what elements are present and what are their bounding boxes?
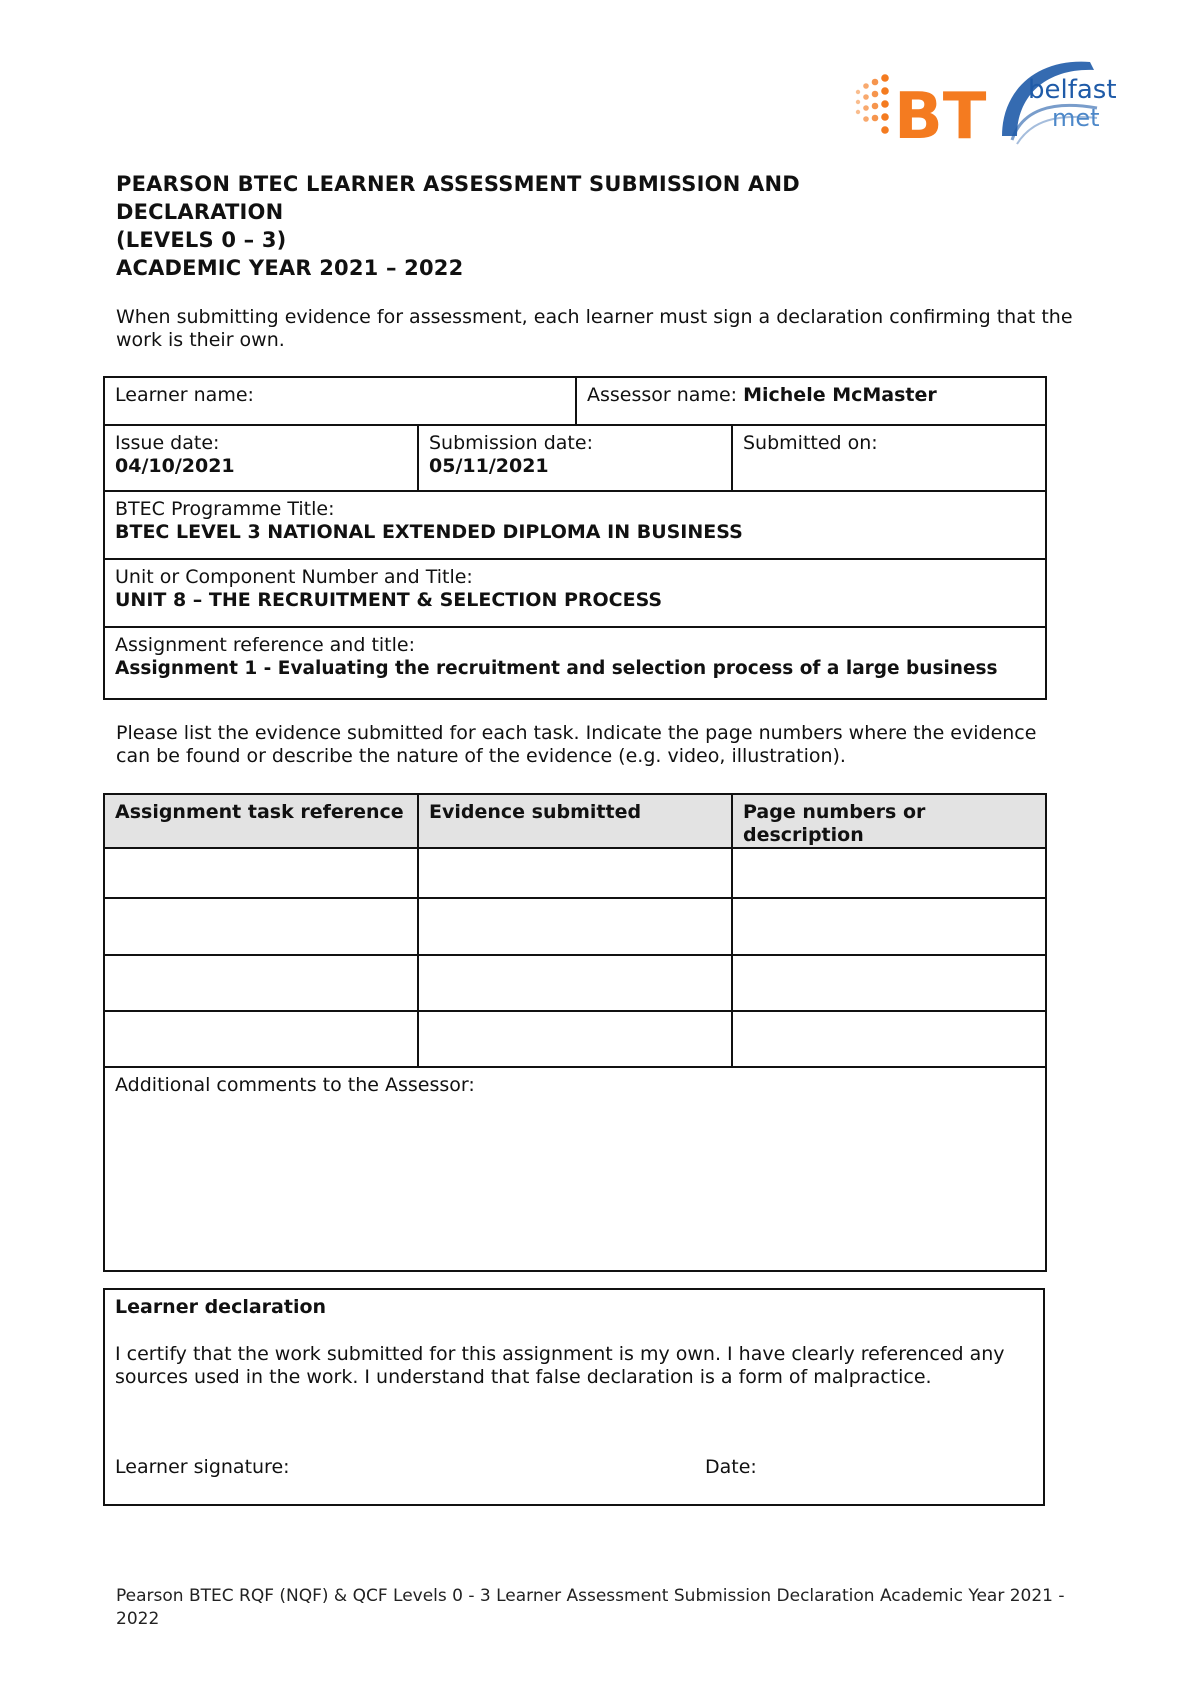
task-reference-cell[interactable] <box>104 1011 418 1067</box>
evidence-instructions: Please list the evidence submitted for each task. Indicate the page numbers where the evidence can be found or describe the nature of the evidence (e.g. video, illustration). <box>116 722 1037 767</box>
page-numbers-cell[interactable] <box>732 898 1046 955</box>
column-header-task: Assignment task reference <box>104 794 418 848</box>
declaration-title: Learner declaration <box>115 1296 327 1318</box>
logo-brand-text: BT <box>894 80 987 154</box>
table-row <box>104 848 1046 898</box>
logo-dots <box>856 74 889 134</box>
learner-name-field[interactable] <box>104 377 576 425</box>
title-line-3: (LEVELS 0 – 3) <box>116 228 287 252</box>
evidence-table <box>103 793 1047 1272</box>
title-line-1: PEARSON BTEC LEARNER ASSESSMENT SUBMISSION AND <box>116 172 800 196</box>
learner-declaration-box <box>103 1288 1045 1506</box>
belfast-met-btec-logo <box>852 50 1117 154</box>
table-row <box>104 898 1046 955</box>
page-numbers-cell[interactable] <box>732 848 1046 898</box>
assessor-name-value: Michele McMaster <box>743 384 937 406</box>
learner-name-label: Learner name: <box>115 384 254 406</box>
evidence-submitted-cell[interactable] <box>418 848 732 898</box>
assignment-title-value: Assignment 1 - Evaluating the recruitment and selection process of a large business <box>115 658 998 679</box>
title-line-4: ACADEMIC YEAR 2021 – 2022 <box>116 256 464 280</box>
assignment-title-field <box>104 627 1046 699</box>
submission-date-field[interactable] <box>418 425 732 491</box>
programme-title-field <box>104 491 1046 559</box>
assessor-name-label: Assessor name: <box>587 384 738 406</box>
unit-title-value: UNIT 8 – THE RECRUITMENT & SELECTION PROCESS <box>115 589 663 611</box>
learner-signature-field[interactable]: Learner signature: <box>115 1456 290 1478</box>
table-row <box>104 1011 1046 1067</box>
logo-sub-bottom: met <box>1052 104 1100 132</box>
submitted-on-field[interactable] <box>732 425 1046 491</box>
signature-row <box>115 1456 1015 1478</box>
task-reference-cell[interactable] <box>104 848 418 898</box>
issue-date-field[interactable] <box>104 425 418 491</box>
title-line-2: DECLARATION <box>116 200 284 224</box>
issue-date-label: Issue date: <box>115 432 220 454</box>
column-header-evidence: Evidence submitted <box>418 794 732 848</box>
logo-sub-top: belfast <box>1028 75 1117 105</box>
issue-date-value: 04/10/2021 <box>115 455 235 477</box>
unit-title-label: Unit or Component Number and Title: <box>115 566 473 588</box>
programme-title-value: BTEC LEVEL 3 NATIONAL EXTENDED DIPLOMA IN BUSINESS <box>115 521 743 543</box>
page-numbers-cell[interactable] <box>732 955 1046 1011</box>
additional-comments-field[interactable] <box>104 1067 1046 1271</box>
programme-title-label: BTEC Programme Title: <box>115 498 335 520</box>
assignment-title-label: Assignment reference and title: <box>115 634 416 656</box>
submission-date-value: 05/11/2021 <box>429 455 549 477</box>
submission-date-label: Submission date: <box>429 432 593 454</box>
evidence-submitted-cell[interactable] <box>418 955 732 1011</box>
declaration-text: I certify that the work submitted for this assignment is my own. I have clearly referenced any sources used in the work. I understand that false declaration is a form of malpractice. <box>115 1343 1005 1388</box>
page-title <box>116 170 976 282</box>
declaration-date-field[interactable]: Date: <box>705 1456 757 1478</box>
intro-text: When submitting evidence for assessment, each learner must sign a declaration confirming that the work is their own. <box>116 306 1073 351</box>
page-footer: Pearson BTEC RQF (NQF) & QCF Levels 0 - 3 Learner Assessment Submission Declaration Academic Year 2021 - 2022 <box>116 1586 1065 1629</box>
unit-title-field <box>104 559 1046 627</box>
submitted-on-label: Submitted on: <box>743 432 878 454</box>
submission-details-table <box>103 376 1047 700</box>
assessor-name-field[interactable] <box>576 377 1046 425</box>
task-reference-cell[interactable] <box>104 898 418 955</box>
page-numbers-cell[interactable] <box>732 1011 1046 1067</box>
additional-comments-label: Additional comments to the Assessor: <box>115 1074 475 1096</box>
evidence-submitted-cell[interactable] <box>418 1011 732 1067</box>
column-header-pages: Page numbers or description <box>732 794 1046 848</box>
table-row <box>104 955 1046 1011</box>
task-reference-cell[interactable] <box>104 955 418 1011</box>
evidence-submitted-cell[interactable] <box>418 898 732 955</box>
